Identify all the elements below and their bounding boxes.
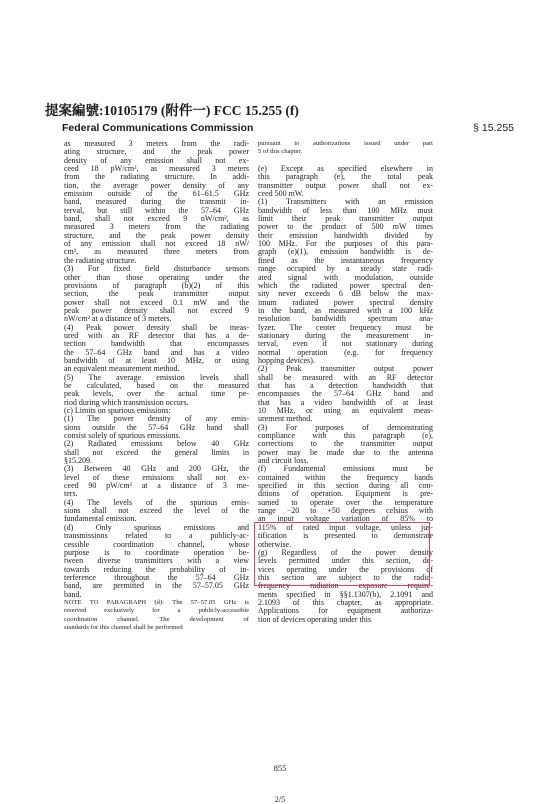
text-line: their emission bandwidth divided by bbox=[258, 230, 433, 240]
text-line: measured 3 meters from the radiating bbox=[64, 222, 249, 232]
text-line: ceed 18 pW/cm², as measured 3 meters bbox=[64, 164, 249, 174]
text-line: (1) The power density of any emis- bbox=[64, 414, 249, 424]
text-line: tion of devices operating under this bbox=[258, 614, 372, 624]
text-line: levels permitted under this section, de- bbox=[258, 556, 433, 566]
running-head-title: Federal Communications Commission bbox=[62, 122, 254, 134]
text-line: this paragraph (e), the total peak bbox=[258, 172, 433, 182]
text-line: normal operation (e.g. for frequency bbox=[258, 347, 433, 357]
text-line: terference throughout the 57–64 GHz bbox=[64, 572, 249, 582]
text-line: sions outside the 57–64 GHz band shall bbox=[64, 422, 249, 432]
text-line: reserved exclusively for a publicly-accessible bbox=[64, 607, 249, 615]
text-line: consist solely of spurious emissions. bbox=[64, 431, 181, 441]
text-line: an equivalent measurement method. bbox=[64, 364, 180, 374]
text-line: (g) Regardless of the power density bbox=[258, 547, 433, 557]
text-line: sity never exceeds 6 dB below the max- bbox=[258, 289, 433, 299]
text-line: 2.1093 of this chapter, as appropriate. bbox=[258, 597, 433, 607]
text-line: this section are subject to the radio- bbox=[258, 572, 433, 582]
text-line: bandwidth of at least 10 MHz, or using bbox=[64, 355, 249, 365]
text-line: standards for this channel shall be performed bbox=[64, 623, 183, 631]
text-line: of any emission shall not exceed 18 nW/ bbox=[64, 239, 249, 249]
text-line: (1) Transmitters with an emission bbox=[258, 197, 433, 207]
running-head-section: § 15.255 bbox=[473, 122, 514, 134]
text-line: power may be made due to the antenna bbox=[258, 447, 433, 457]
text-line: ating structure, and the peak power bbox=[64, 147, 249, 157]
text-line: in the band, as measured with a 100 kHz bbox=[258, 305, 433, 315]
text-line: structure, and the peak power density bbox=[64, 230, 249, 240]
text-line: terval, but still within the 57–64 GHz bbox=[64, 205, 249, 215]
text-line: and circuit loss. bbox=[258, 456, 309, 466]
text-line: ceed 90 pW/cm² at a distance of 3 me- bbox=[64, 481, 249, 491]
text-line: (3) For purposes of demonstrating bbox=[258, 422, 433, 432]
text-line: ditions of operation. Equipment is pre- bbox=[258, 489, 433, 499]
text-line: purpose is to coordinate operation be- bbox=[64, 547, 249, 557]
text-line: shall not exceed the general limits in bbox=[64, 447, 249, 457]
text-line: hopping devices). bbox=[258, 355, 315, 365]
text-line: 10 MHz, or using an equivalent meas- bbox=[258, 406, 433, 415]
text-line: limit their peak transmitter output bbox=[258, 214, 433, 224]
text-line: 5 of this chapter. bbox=[258, 148, 302, 156]
text-line: band, shall not exceed 9 nW/cm², as bbox=[64, 214, 249, 224]
text-line: (3) Between 40 GHz and 200 GHz, the bbox=[64, 464, 249, 474]
text-line: an input voltage variation of 85% to bbox=[258, 514, 433, 524]
text-line: §15.209. bbox=[64, 456, 92, 466]
sheet-number: 2/5 bbox=[274, 795, 286, 804]
text-line: ments specified in §§1.1307(b), 2.1091 and bbox=[258, 589, 433, 599]
text-line: ated signal with modulation, outside bbox=[258, 272, 433, 282]
text-line: riod during which transmission occurs. bbox=[64, 397, 189, 407]
text-line: Applications for equipment authoriza- bbox=[258, 606, 433, 616]
text-line: specified in this section during all con- bbox=[258, 481, 433, 491]
text-line: (5) The average emission levels shall bbox=[64, 372, 249, 382]
text-line: graph (e)(1), emission bandwidth is de- bbox=[258, 247, 433, 257]
text-line: density of any emission shall not ex- bbox=[64, 155, 249, 165]
text-line: (f) Fundamental emissions must be bbox=[258, 464, 433, 474]
text-line: that has a detection bandwidth that bbox=[258, 380, 433, 390]
text-line: sions shall not exceed the level of the bbox=[64, 506, 249, 516]
page-number: 855 bbox=[273, 763, 287, 773]
text-line: otherwise. bbox=[258, 539, 292, 549]
text-line: level of these emissions shall not ex- bbox=[64, 472, 249, 482]
text-line: peak power density shall not exceed 9 bbox=[64, 305, 249, 315]
text-line: (4) Peak power density shall be meas- bbox=[64, 322, 249, 332]
text-line: band, are permitted in the 57–57.05 GHz bbox=[64, 581, 249, 591]
text-line: nW/cm² at a distance of 3 meters. bbox=[64, 314, 172, 324]
text-line: 100 MHz. For the purposes of this para- bbox=[258, 239, 433, 249]
text-line: section, the peak transmitter output bbox=[64, 289, 249, 299]
text-line: range occupied by a steady state radi- bbox=[258, 264, 433, 274]
text-line: corrections to the transmitter output bbox=[258, 439, 433, 449]
text-line: frequency radiation exposure require- bbox=[258, 581, 433, 591]
text-line: sumed to operate over the temperature bbox=[258, 497, 433, 507]
text-line: emission outside of the 61–61.5 GHz bbox=[64, 189, 249, 199]
text-line: urement method. bbox=[258, 414, 313, 424]
highlight-box bbox=[254, 522, 430, 586]
text-line: power to the product of 500 mW times bbox=[258, 222, 433, 232]
text-line: other than those operating under the bbox=[64, 272, 249, 282]
text-line: (4) The levels of the spurious emis- bbox=[64, 497, 249, 507]
text-line: transmitter output power shall not ex- bbox=[258, 180, 433, 190]
text-line: stationary during the measurement in- bbox=[258, 330, 433, 340]
text-line: fined as the instantaneous frequency bbox=[258, 255, 433, 265]
text-line: as measured 3 meters from the radi- bbox=[64, 139, 249, 148]
text-line: provisions of paragraph (b)(2) of this bbox=[64, 280, 249, 290]
text-line: which the radiated power spectral den- bbox=[258, 280, 433, 290]
text-line: fundamental emission. bbox=[64, 514, 137, 524]
text-line: tion, the average power density of any bbox=[64, 180, 249, 190]
text-line: range −20 to +50 degrees celsius with bbox=[258, 506, 433, 516]
text-line: ured with an RF detector that has a de- bbox=[64, 330, 249, 340]
text-line: cessible coordination channel, whose bbox=[64, 539, 249, 549]
text-line: power shall not exceed 0.1 mW and the bbox=[64, 297, 249, 307]
text-line: ceed 500 mW. bbox=[258, 189, 304, 199]
text-line: band, measured during the transmit in- bbox=[64, 197, 249, 207]
text-line: the 57–64 GHz band and has a video bbox=[64, 347, 249, 357]
text-line: bandwidth of less than 100 MHz must bbox=[258, 205, 433, 215]
text-line: (d) Only spurious emissions and bbox=[64, 522, 249, 532]
text-line: the radiating structure. bbox=[64, 255, 137, 265]
text-line: (c) Limits on spurious emissions: bbox=[64, 406, 171, 415]
text-line: (e) Except as specified elsewhere in bbox=[258, 164, 433, 174]
text-line: 115% of rated input voltage, unless jus- bbox=[258, 522, 433, 532]
text-line: terval, even if not stationary during bbox=[258, 339, 433, 349]
proposal-header: 提案編號:10105179 (附件一) FCC 15.255 (f) bbox=[45, 103, 299, 118]
text-line: contained within the frequency bands bbox=[258, 472, 433, 482]
text-line: (2) Peak transmitter output power bbox=[258, 364, 433, 374]
text-line: tween diverse transmitters with a view bbox=[64, 556, 249, 566]
text-line: resolution bandwidth spectrum ana- bbox=[258, 314, 433, 324]
text-line: towards reducing the probability of in- bbox=[64, 564, 249, 574]
text-line: be calculated, based on the measured bbox=[64, 380, 249, 390]
text-line: vices operating under the provisions of bbox=[258, 564, 433, 574]
text-line: transmissions related to a publicly-ac- bbox=[64, 531, 249, 541]
text-line: band. bbox=[64, 589, 82, 599]
text-line: peak levels, over the actual time pe- bbox=[64, 389, 249, 399]
text-line: tification is presented to demonstrate bbox=[258, 531, 433, 541]
text-line: ters. bbox=[64, 489, 78, 499]
text-line: shall be measured with an RF detector bbox=[258, 372, 433, 382]
left-text-column bbox=[64, 140, 249, 632]
text-line: encompasses the 57–64 GHz band and bbox=[258, 389, 433, 399]
text-line: coordination channel. The development of bbox=[64, 615, 249, 623]
text-line: lyzer. The center frequency must be bbox=[258, 322, 433, 332]
text-line: (3) For fixed field disturbance sensors bbox=[64, 264, 249, 274]
text-line: (2) Radiated emissions below 40 GHz bbox=[64, 439, 249, 449]
text-line: imum radiated power spectral density bbox=[258, 297, 433, 307]
text-line: NOTE TO PARAGRAPH (d): The 57–57.05 GHz is bbox=[64, 598, 249, 606]
text-line: from the radiating structure. In addi- bbox=[64, 172, 249, 182]
text-line: compliance with this paragraph (e), bbox=[258, 431, 433, 441]
text-line: pursuant to authorizations issued under part bbox=[258, 140, 433, 147]
text-line: cm², as measured three meters from bbox=[64, 247, 249, 257]
text-line: tection bandwidth that encompasses bbox=[64, 339, 249, 349]
running-head bbox=[62, 122, 514, 136]
text-line: that has a video bandwidth of at least bbox=[258, 397, 433, 407]
